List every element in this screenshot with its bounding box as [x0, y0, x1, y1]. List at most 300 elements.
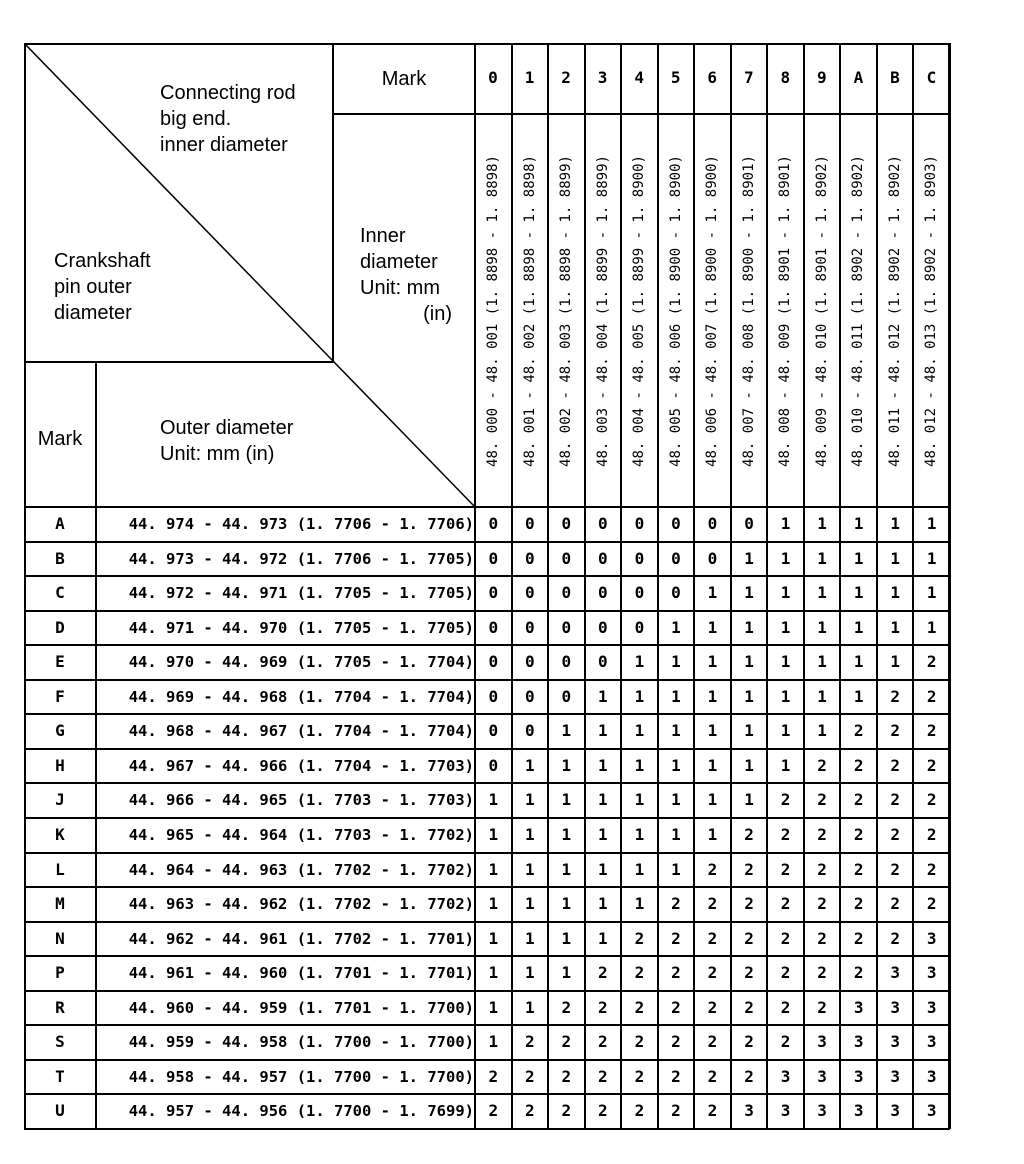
grade-cell: 0 — [707, 514, 718, 533]
grade-cell: 2 — [780, 894, 791, 914]
grade-cell: 2 — [744, 859, 754, 879]
grade-cell: 2 — [524, 1032, 535, 1052]
grade-cell: 1 — [671, 721, 681, 741]
grade-cell: 3 — [926, 963, 937, 983]
grade-cell: 2 — [780, 997, 791, 1017]
row-outer-diameter-range: 44. 970 - 44. 969 (1. 7705 - 1. 7704) — [128, 653, 474, 672]
grade-cell: 2 — [926, 790, 937, 810]
grade-cell: 2 — [707, 997, 718, 1017]
grade-cell: 3 — [926, 1032, 937, 1052]
crankshaft-label: Crankshaft pin outer diameter — [54, 250, 151, 324]
grade-cell: 0 — [488, 755, 499, 775]
grade-cell: 2 — [671, 997, 681, 1017]
table-row — [24, 611, 950, 646]
grade-cell: 1 — [488, 1032, 499, 1052]
grade-cell: 2 — [707, 1032, 718, 1052]
table-row — [24, 1025, 950, 1060]
grade-cell: 1 — [890, 514, 901, 533]
grade-cell: 2 — [561, 1066, 572, 1086]
column-line — [474, 43, 476, 1129]
grade-cell: 2 — [744, 894, 754, 914]
grade-cell: 2 — [524, 1066, 535, 1086]
column-mark: 5 — [670, 68, 681, 87]
table-row — [24, 680, 950, 715]
table-row — [24, 542, 950, 577]
column-inner-diameter-range: 48. 011 - 48. 012 (1. 8902 - 1. 8902) — [886, 155, 903, 467]
grade-cell: 2 — [890, 686, 901, 706]
grade-cell: 2 — [707, 928, 718, 948]
grade-cell: 1 — [780, 652, 791, 672]
row-mark: K — [55, 824, 65, 844]
divider-code-row — [475, 113, 950, 115]
grade-cell: 2 — [707, 859, 718, 879]
grade-cell: 0 — [561, 686, 572, 706]
grade-cell: 2 — [598, 963, 608, 983]
grade-cell: 2 — [780, 824, 791, 844]
grade-cell: 0 — [488, 721, 499, 741]
table-row — [24, 749, 950, 784]
grade-cell: 1 — [634, 755, 645, 775]
grade-cell: 1 — [561, 824, 572, 844]
grade-cell: 1 — [598, 755, 608, 775]
table-row — [24, 714, 950, 749]
column-mark: A — [853, 68, 864, 87]
grade-cell: 2 — [744, 963, 754, 983]
row-mark: R — [55, 997, 65, 1017]
grade-cell: 0 — [524, 652, 535, 672]
row-mark: D — [55, 617, 65, 637]
grade-cell: 2 — [817, 997, 827, 1017]
divider-row-mark-col — [95, 361, 97, 1129]
grade-cell: 1 — [488, 963, 499, 983]
grade-cell: 0 — [598, 548, 608, 568]
grade-cell: 1 — [744, 686, 754, 706]
grade-cell: 1 — [561, 894, 572, 914]
grade-cell: 1 — [634, 652, 645, 672]
grade-cell: 2 — [926, 859, 937, 879]
table-row — [24, 991, 950, 1026]
grade-cell: 1 — [634, 824, 645, 844]
row-mark: M — [55, 894, 65, 914]
column-line — [657, 43, 659, 1129]
grade-cell: 1 — [561, 721, 572, 741]
column-inner-diameter-range: 48. 004 - 48. 005 (1. 8899 - 1. 8900) — [631, 155, 648, 467]
grade-cell: 2 — [634, 1101, 645, 1121]
row-outer-diameter-range: 44. 965 - 44. 964 (1. 7703 - 1. 7702) — [128, 825, 474, 844]
grade-cell: 0 — [671, 514, 681, 533]
column-inner-diameter-range: 48. 002 - 48. 003 (1. 8898 - 1. 8899) — [558, 155, 575, 467]
row-line — [24, 748, 950, 750]
grade-cell: 1 — [890, 548, 901, 568]
row-outer-diameter-range: 44. 973 - 44. 972 (1. 7706 - 1. 7705) — [128, 549, 474, 568]
grade-cell: 1 — [707, 686, 718, 706]
grade-cell: 2 — [926, 652, 937, 672]
column-range-cell — [694, 115, 730, 507]
grade-cell: 1 — [853, 583, 864, 603]
row-outer-diameter-range: 44. 963 - 44. 962 (1. 7702 - 1. 7702) — [128, 895, 474, 914]
column-inner-diameter-range: 48. 000 - 48. 001 (1. 8898 - 1. 8898) — [485, 155, 501, 467]
grade-cell: 1 — [744, 721, 754, 741]
grade-cell: 2 — [671, 1066, 681, 1086]
grade-cell: 0 — [488, 583, 499, 603]
grade-cell: 0 — [524, 721, 535, 741]
grade-cell: 1 — [488, 928, 499, 948]
column-range-cell — [731, 115, 767, 507]
grade-cell: 0 — [524, 514, 535, 533]
grade-cell: 1 — [817, 583, 827, 603]
grade-cell: 0 — [561, 514, 572, 533]
grade-cell: 3 — [817, 1066, 827, 1086]
grade-cell: 1 — [744, 755, 754, 775]
grade-cell: 0 — [524, 686, 535, 706]
column-mark: B — [890, 68, 900, 87]
row-outer-diameter-range: 44. 969 - 44. 968 (1. 7704 - 1. 7704) — [128, 687, 474, 706]
divider-crank-row — [24, 361, 334, 363]
grade-cell: 1 — [853, 617, 864, 637]
grade-cell: 2 — [598, 997, 608, 1017]
divider-mark-row — [333, 113, 475, 115]
conrod-label: Connecting rod big end. inner diameter — [160, 82, 296, 156]
column-line — [949, 43, 951, 1129]
row-mark: T — [55, 1066, 65, 1086]
column-inner-diameter-range: 48. 007 - 48. 008 (1. 8900 - 1. 8901) — [740, 155, 757, 467]
grade-cell: 2 — [634, 928, 645, 948]
row-line — [24, 852, 950, 854]
column-mark-label: Mark — [381, 68, 427, 90]
column-range-cell — [585, 115, 621, 507]
divider-header-bottom — [24, 506, 950, 508]
grade-cell: 1 — [488, 824, 499, 844]
column-line — [766, 43, 768, 1129]
grade-cell: 1 — [926, 617, 937, 637]
grade-cell: 1 — [744, 790, 754, 810]
grade-cell: 2 — [671, 1032, 681, 1052]
row-line — [24, 1024, 950, 1026]
column-range-cell — [621, 115, 657, 507]
grade-cell: 1 — [926, 514, 937, 533]
column-inner-diameter-range: 48. 009 - 48. 010 (1. 8901 - 1. 8902) — [813, 155, 830, 467]
grade-cell: 3 — [890, 997, 901, 1017]
table-row — [24, 818, 950, 853]
grade-cell: 1 — [744, 548, 754, 568]
row-outer-diameter-range: 44. 961 - 44. 960 (1. 7701 - 1. 7701) — [128, 964, 474, 983]
border-bottom — [24, 1128, 950, 1130]
grade-cell: 1 — [671, 755, 681, 775]
grade-cell: 0 — [488, 652, 499, 672]
column-mark: 3 — [597, 68, 608, 87]
grade-cell: 2 — [817, 859, 827, 879]
divider-mark-col — [332, 43, 334, 362]
row-outer-diameter-range: 44. 958 - 44. 957 (1. 7700 - 1. 7700) — [128, 1067, 474, 1086]
grade-cell: 1 — [634, 686, 645, 706]
inner-diameter-label: Inner diameter Unit: mm (in) — [360, 225, 452, 325]
row-mark: A — [55, 514, 65, 533]
grade-cell: 2 — [744, 1066, 754, 1086]
grade-cell: 1 — [853, 686, 864, 706]
row-outer-diameter-range: 44. 957 - 44. 956 (1. 7700 - 1. 7699) — [128, 1102, 474, 1121]
row-outer-diameter-range: 44. 972 - 44. 971 (1. 7705 - 1. 7705) — [128, 584, 474, 603]
grade-cell: 2 — [780, 963, 791, 983]
grade-cell: 1 — [707, 617, 718, 637]
column-line — [876, 43, 878, 1129]
row-outer-diameter-range: 44. 959 - 44. 958 (1. 7700 - 1. 7700) — [128, 1033, 474, 1052]
grade-cell: 2 — [707, 894, 718, 914]
grade-cell: 0 — [561, 548, 572, 568]
grade-cell: 0 — [634, 548, 645, 568]
grade-cell: 1 — [817, 548, 827, 568]
grade-cell: 0 — [488, 514, 499, 533]
grade-cell: 1 — [634, 894, 645, 914]
row-outer-diameter-range: 44. 966 - 44. 965 (1. 7703 - 1. 7703) — [128, 791, 474, 810]
grade-cell: 0 — [671, 583, 681, 603]
grade-cell: 2 — [926, 755, 937, 775]
grade-cell: 3 — [853, 1101, 864, 1121]
column-mark: 4 — [634, 68, 644, 87]
row-line — [24, 1059, 950, 1061]
grade-cell: 1 — [634, 859, 645, 879]
table-row — [24, 853, 950, 888]
grade-cell: 2 — [671, 963, 681, 983]
row-outer-diameter-range: 44. 967 - 44. 966 (1. 7704 - 1. 7703) — [128, 756, 474, 775]
grade-cell: 2 — [817, 755, 827, 775]
grade-cell: 0 — [634, 583, 645, 603]
row-outer-diameter-range: 44. 974 - 44. 973 (1. 7706 - 1. 7706) — [128, 515, 474, 533]
column-inner-diameter-range: 48. 005 - 48. 006 (1. 8900 - 1. 8900) — [667, 155, 684, 467]
grade-cell: 1 — [890, 583, 901, 603]
grade-cell: 3 — [890, 1032, 901, 1052]
row-mark: H — [55, 755, 65, 775]
grade-cell: 2 — [707, 1101, 718, 1121]
grade-cell: 3 — [817, 1032, 827, 1052]
grade-cell: 1 — [744, 617, 754, 637]
table-row — [24, 1094, 950, 1129]
grade-cell: 1 — [524, 859, 535, 879]
column-range-cell — [840, 115, 876, 507]
table-row — [24, 887, 950, 922]
grade-cell: 2 — [744, 824, 754, 844]
grade-cell: 2 — [561, 997, 572, 1017]
grade-cell: 2 — [890, 721, 901, 741]
row-line — [24, 575, 950, 577]
grade-cell: 2 — [561, 1032, 572, 1052]
grade-cell: 2 — [634, 1032, 645, 1052]
grade-cell: 1 — [926, 583, 937, 603]
grade-cell: 2 — [853, 824, 864, 844]
grade-cell: 3 — [926, 928, 937, 948]
grade-cell: 2 — [488, 1101, 499, 1121]
grade-cell: 3 — [780, 1066, 791, 1086]
grade-cell: 2 — [671, 928, 681, 948]
column-line — [547, 43, 549, 1129]
row-outer-diameter-range: 44. 971 - 44. 970 (1. 7705 - 1. 7705) — [128, 618, 474, 637]
grade-cell: 3 — [744, 1101, 754, 1121]
grade-cell: 0 — [744, 514, 754, 533]
grade-cell: 1 — [817, 617, 827, 637]
grade-cell: 1 — [780, 583, 791, 603]
grade-cell: 1 — [671, 790, 681, 810]
table-row — [24, 922, 950, 957]
column-line — [584, 43, 586, 1129]
column-range-cell — [658, 115, 694, 507]
grade-cell: 2 — [926, 824, 937, 844]
grade-cell: 2 — [853, 894, 864, 914]
grade-cell: 1 — [780, 514, 791, 533]
row-mark-label: Mark — [37, 428, 83, 450]
grade-cell: 1 — [524, 755, 535, 775]
grade-cell: 0 — [524, 617, 535, 637]
grade-cell: 1 — [598, 859, 608, 879]
outer-diameter-label: Outer diameter Unit: mm (in) — [160, 417, 294, 465]
row-line — [24, 817, 950, 819]
column-mark: 1 — [524, 68, 535, 87]
grade-cell: 1 — [598, 824, 608, 844]
grade-cell: 1 — [634, 721, 645, 741]
grade-cell: 1 — [671, 686, 681, 706]
grade-cell: 2 — [817, 928, 827, 948]
column-inner-diameter-range: 48. 008 - 48. 009 (1. 8901 - 1. 8901) — [777, 155, 794, 467]
row-line — [24, 955, 950, 957]
column-mark: 6 — [707, 68, 718, 87]
column-mark: 7 — [743, 68, 754, 87]
column-mark: 2 — [561, 68, 571, 87]
row-mark: E — [55, 652, 65, 672]
grade-cell: 2 — [744, 997, 754, 1017]
row-outer-diameter-range: 44. 960 - 44. 959 (1. 7701 - 1. 7700) — [128, 998, 474, 1017]
grade-cell: 2 — [634, 963, 645, 983]
grade-cell: 2 — [853, 859, 864, 879]
grade-cell: 2 — [634, 997, 645, 1017]
row-line — [24, 1093, 950, 1095]
grade-cell: 1 — [524, 928, 535, 948]
grade-cell: 0 — [561, 617, 572, 637]
grade-cell: 2 — [926, 894, 937, 914]
row-outer-diameter-range: 44. 964 - 44. 963 (1. 7702 - 1. 7702) — [128, 860, 474, 879]
grade-cell: 1 — [707, 721, 718, 741]
grade-cell: 1 — [817, 686, 827, 706]
grade-cell: 2 — [780, 859, 791, 879]
grade-cell: 1 — [598, 721, 608, 741]
grade-cell: 0 — [598, 514, 608, 533]
grade-cell: 2 — [926, 686, 937, 706]
column-inner-diameter-range: 48. 006 - 48. 007 (1. 8900 - 1. 8900) — [704, 155, 721, 467]
grade-cell: 3 — [853, 1066, 864, 1086]
grade-cell: 2 — [524, 1101, 535, 1121]
grade-cell: 3 — [853, 1032, 864, 1052]
column-inner-diameter-range: 48. 003 - 48. 004 (1. 8899 - 1. 8899) — [594, 155, 611, 467]
grade-cell: 1 — [707, 790, 718, 810]
grade-cell: 1 — [524, 824, 535, 844]
grade-cell: 2 — [853, 963, 864, 983]
grade-cell: 2 — [890, 790, 901, 810]
grade-cell: 2 — [890, 928, 901, 948]
grade-cell: 2 — [817, 790, 827, 810]
grade-cell: 0 — [488, 617, 499, 637]
grade-cell: 3 — [890, 1066, 901, 1086]
column-line — [803, 43, 805, 1129]
row-mark: J — [55, 790, 65, 810]
grade-cell: 3 — [853, 997, 864, 1017]
grade-cell: 2 — [853, 790, 864, 810]
grade-cell: 1 — [780, 548, 791, 568]
grade-cell: 1 — [817, 514, 827, 533]
grade-cell: 3 — [926, 1066, 937, 1086]
grade-cell: 2 — [561, 1101, 572, 1121]
column-line — [839, 43, 841, 1129]
grade-cell: 1 — [707, 824, 718, 844]
grade-cell: 1 — [926, 548, 937, 568]
grade-cell: 2 — [634, 1066, 645, 1086]
column-line — [511, 43, 513, 1129]
grade-cell: 0 — [634, 617, 645, 637]
grade-cell: 3 — [780, 1101, 791, 1121]
column-range-cell — [767, 115, 803, 507]
grade-cell: 2 — [671, 894, 681, 914]
row-mark: S — [55, 1032, 65, 1052]
row-line — [24, 610, 950, 612]
row-mark: P — [55, 963, 65, 983]
row-mark: F — [55, 686, 65, 706]
row-outer-diameter-range: 44. 968 - 44. 967 (1. 7704 - 1. 7704) — [128, 722, 474, 741]
grade-cell: 2 — [780, 790, 791, 810]
grade-cell: 1 — [744, 652, 754, 672]
column-mark: 8 — [780, 68, 791, 87]
grade-cell: 2 — [744, 928, 754, 948]
grade-cell: 1 — [524, 790, 535, 810]
grade-cell: 1 — [524, 997, 535, 1017]
grade-cell: 0 — [488, 548, 499, 568]
column-range-cell — [913, 115, 949, 507]
row-line — [24, 679, 950, 681]
border-top — [24, 43, 950, 45]
grade-cell: 1 — [671, 617, 681, 637]
column-inner-diameter-range: 48. 012 - 48. 013 (1. 8902 - 1. 8903) — [923, 155, 940, 467]
grade-cell: 0 — [598, 583, 608, 603]
border-left — [24, 43, 26, 1129]
grade-cell: 1 — [853, 652, 864, 672]
grade-cell: 1 — [744, 583, 754, 603]
grade-cell: 1 — [488, 859, 499, 879]
grade-cell: 1 — [561, 790, 572, 810]
grade-cell: 1 — [598, 894, 608, 914]
column-mark: 9 — [817, 68, 827, 87]
grade-cell: 1 — [488, 790, 499, 810]
grade-cell: 3 — [926, 1101, 937, 1121]
grade-cell: 2 — [817, 963, 827, 983]
grade-cell: 1 — [598, 790, 608, 810]
column-range-cell — [877, 115, 913, 507]
table-row — [24, 1060, 950, 1095]
grade-cell: 0 — [671, 548, 681, 568]
row-mark: L — [55, 859, 65, 879]
grade-cell: 1 — [707, 652, 718, 672]
grade-cell: 0 — [634, 514, 645, 533]
row-mark: C — [55, 583, 65, 603]
row-line — [24, 921, 950, 923]
grade-cell: 1 — [780, 721, 791, 741]
row-mark: G — [55, 721, 65, 741]
table-row — [24, 645, 950, 680]
grade-cell: 1 — [488, 997, 499, 1017]
row-line — [24, 782, 950, 784]
grade-cell: 1 — [780, 686, 791, 706]
grade-cell: 2 — [671, 1101, 681, 1121]
grade-cell: 2 — [780, 1032, 791, 1052]
grade-cell: 2 — [853, 755, 864, 775]
column-line — [620, 43, 622, 1129]
grade-cell: 1 — [634, 790, 645, 810]
grade-cell: 2 — [598, 1066, 608, 1086]
grade-cell: 2 — [488, 1066, 499, 1086]
